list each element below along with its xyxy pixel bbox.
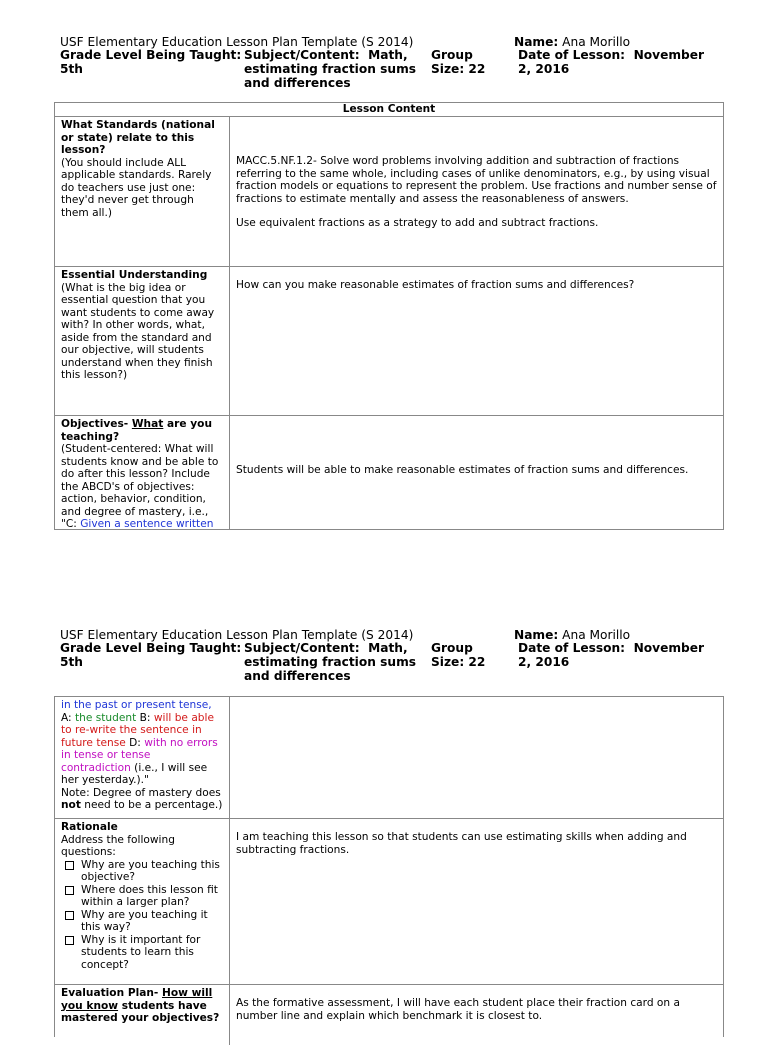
lesson-content-table (54, 102, 724, 530)
size-label: Size: 22 (431, 62, 486, 76)
evaluation-content-cell (230, 985, 723, 1045)
rationale-label-cell (55, 819, 230, 985)
subject-line-2: estimating fraction sums (244, 62, 417, 76)
grade-value: 5th (60, 62, 83, 76)
subject-field (244, 48, 416, 90)
rationale-row (55, 818, 723, 985)
grade-label: Grade Level Being Taught: (60, 48, 242, 62)
rationale-content-cell (230, 819, 723, 985)
evaluation-content: As the formative assessment, I will have each student place their fraction card on a number line and explain which benchmark it is closest to. (236, 997, 680, 1022)
rationale-question: Where does this lesson fit within a larger plan? (61, 884, 223, 909)
name-field (514, 35, 630, 49)
essential-content-cell (230, 267, 723, 416)
name-field-2: Name: Ana Morillo (514, 628, 631, 642)
objectives-label-cell (55, 416, 230, 529)
rationale-question: Why is it important for students to learn this concept? (61, 934, 223, 972)
objectives-cont-row (55, 696, 723, 819)
mastery-note: Note: Degree of mastery does not need to be a percentage.) (61, 786, 223, 811)
objectives-cont-cell: in the past or present tense, A: the student B: will be able to re-write the sentence in future tense D: with no errors in tense or tense contradiction (i.e., I will see her yesterday.)." Note: Degree of mastery does not need to be a percentage.) (55, 697, 230, 819)
evaluation-label-cell: Evaluation Plan- How will you know students have mastered your objectives? (55, 985, 230, 1045)
grade-field-2: Grade Level Being Taught: 5th (60, 641, 242, 669)
rationale-content: I am teaching this lesson so that students can use estimating skills when adding and subtracting fractions. (236, 831, 687, 856)
standards-label-cell (55, 117, 230, 267)
rationale-questions (61, 859, 223, 972)
page-2 (0, 600, 768, 1024)
essential-title: Essential Understanding (61, 269, 208, 281)
objectives-note: (Student-centered: What will students know and be able to do after this lesson? Include the ABCD's of objectives: action, behavior, condition, and degree of mastery, i.e., "C: Given a sentence written (61, 443, 219, 529)
date-value: November (633, 48, 705, 62)
objectives-title: Objectives- What are you teaching? (61, 418, 212, 443)
evaluation-row (55, 984, 723, 1045)
name-value: Ana Morillo (562, 35, 631, 49)
subject-label: Subject/Content: (244, 48, 360, 62)
date-line-2: 2, 2016 (518, 62, 570, 76)
standards-row (55, 116, 723, 267)
group-size-field-2: Group Size: 22 (431, 641, 486, 669)
objectives-row (55, 415, 723, 530)
standards-content-2: Use equivalent fractions as a strategy to add and subtract fractions. (236, 217, 599, 229)
essential-note: (What is the big idea or essential question that you want students to come away with? In other words, what, aside from the standard and our objective, will students understand when they finish this lesson?) (61, 281, 215, 381)
date-field-2: Date of Lesson: November 2, 2016 (518, 641, 705, 669)
lesson-content-caption: Lesson Content (342, 103, 436, 115)
standards-content-cell (230, 117, 723, 267)
standards-note: (You should include ALL applicable standards. Rarely do teachers use just one: they'd never get through them all.) (61, 156, 212, 219)
template-title: USF Elementary Education Lesson Plan Template (S 2014) (60, 35, 414, 49)
group-label: Group (431, 48, 473, 62)
date-label: Date of Lesson: (518, 48, 626, 62)
subject-field-2: Subject/Content: Math, estimating fraction sums and differences (244, 641, 417, 683)
subject-line-3: and differences (244, 76, 351, 90)
template-title-2: USF Elementary Education Lesson Plan Template (S 2014) (60, 628, 414, 642)
date-field (518, 48, 704, 76)
lesson-content-table-2 (54, 696, 724, 1037)
essential-row (55, 266, 723, 416)
subject-value: Math, (368, 48, 408, 62)
standards-title: What Standards (national or state) relate to this lesson? (61, 119, 215, 156)
rationale-question: Why are you teaching this objective? (61, 859, 223, 884)
rationale-title: Rationale (61, 821, 118, 833)
standards-content-1: MACC.5.NF.1.2- Solve word problems involving addition and subtraction of fractions referring to the same whole, including cases of unlike denominators, e.g., by using visual fraction models or equations to represent the problem. Use fractions and number sense of fractions to estimate mentally and assess the reasonableness of answers. (236, 155, 717, 205)
objectives-content-cell (230, 416, 723, 529)
group-size-field (431, 48, 485, 76)
grade-field (60, 48, 241, 76)
objectives-cont-content-cell (230, 697, 723, 819)
name-label: Name: (514, 35, 559, 49)
essential-content: How can you make reasonable estimates of fraction sums and differences? (236, 279, 635, 291)
rationale-question: Why are you teaching it this way? (61, 909, 223, 934)
rationale-intro: Address the following questions: (61, 833, 175, 858)
essential-label-cell (55, 267, 230, 416)
objectives-content: Students will be able to make reasonable estimates of fraction sums and differences. (236, 464, 689, 476)
